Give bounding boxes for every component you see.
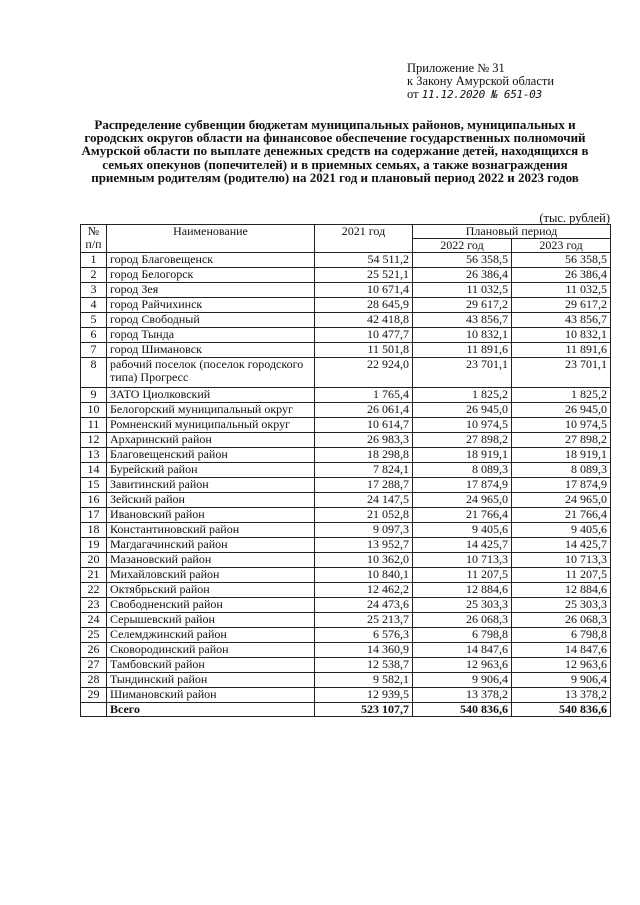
row-2022: 11 891,6 [413,343,512,358]
row-2022: 12 884,6 [413,583,512,598]
table-row [81,673,611,688]
row-2023: 43 856,7 [512,313,611,328]
appendix-block [407,62,554,101]
table-row [81,688,611,703]
appendix-date-prefix: от [407,87,419,101]
row-2022: 11 207,5 [413,568,512,583]
row-2022: 23 701,1 [413,358,512,388]
row-2021: 10 362,0 [315,553,413,568]
row-num: 12 [81,433,107,448]
row-2023: 23 701,1 [512,358,611,388]
row-2023: 11 207,5 [512,568,611,583]
row-name: город Тында [107,328,315,343]
row-name: Белогорский муниципальный округ [107,403,315,418]
row-num: 24 [81,613,107,628]
row-name: Магдагачинский район [107,538,315,553]
table-row [81,268,611,283]
header-2023: 2023 год [512,239,611,253]
table-row [81,523,611,538]
table-row [81,553,611,568]
row-2023: 14 847,6 [512,643,611,658]
header-2022: 2022 год [413,239,512,253]
row-2022: 17 874,9 [413,478,512,493]
row-2022: 14 425,7 [413,538,512,553]
row-2021: 17 288,7 [315,478,413,493]
row-2023: 56 358,5 [512,253,611,268]
row-name: Мазановский район [107,553,315,568]
row-name: Тындинский район [107,673,315,688]
row-num: 1 [81,253,107,268]
row-2022: 9 405,6 [413,523,512,538]
row-2022: 27 898,2 [413,433,512,448]
row-2022: 8 089,3 [413,463,512,478]
row-2021: 25 213,7 [315,613,413,628]
row-2022: 26 386,4 [413,268,512,283]
row-2021: 7 824,1 [315,463,413,478]
row-2022: 1 825,2 [413,388,512,403]
total-label: Всего [107,703,315,717]
table-body [81,253,611,703]
row-2021: 9 582,1 [315,673,413,688]
document-title: Распределение субвенции бюджетам муниципальных районов, муниципальных и городских округов области на финансовое обеспечение государственных полномочий Амурской области по выплате денежных средств на содержание детей, находящихся в семьях опекунов (попечителей) и в приемных семьях, а также вознаграждения приемным родителям (родителю) на 2021 год и плановый период 2022 и 2023 годов [81,117,589,185]
row-2021: 26 983,3 [315,433,413,448]
row-num: 7 [81,343,107,358]
row-name: Зейский район [107,493,315,508]
row-2022: 18 919,1 [413,448,512,463]
row-name: Тамбовский район [107,658,315,673]
row-2023: 11 891,6 [512,343,611,358]
row-num: 22 [81,583,107,598]
row-name: Архаринский район [107,433,315,448]
row-2022: 6 798,8 [413,628,512,643]
row-2022: 10 832,1 [413,328,512,343]
row-2021: 22 924,0 [315,358,413,388]
total-row [81,703,611,717]
row-2021: 10 477,7 [315,328,413,343]
row-2022: 10 974,5 [413,418,512,433]
row-2023: 18 919,1 [512,448,611,463]
row-2022: 12 963,6 [413,658,512,673]
table-row [81,538,611,553]
row-name: рабочий поселок (поселок городского типа) Прогресс [107,358,315,388]
row-2023: 12 963,6 [512,658,611,673]
row-num: 17 [81,508,107,523]
row-2021: 9 097,3 [315,523,413,538]
row-2023: 1 825,2 [512,388,611,403]
row-2023: 8 089,3 [512,463,611,478]
header-num: № п/п [81,225,107,253]
table-row [81,403,611,418]
header-2021: 2021 год [315,225,413,253]
row-2023: 17 874,9 [512,478,611,493]
row-2022: 11 032,5 [413,283,512,298]
table-row [81,598,611,613]
row-2021: 10 614,7 [315,418,413,433]
table-row [81,343,611,358]
table-row [81,583,611,598]
row-num: 28 [81,673,107,688]
row-num: 25 [81,628,107,643]
row-num: 13 [81,448,107,463]
row-2021: 13 952,7 [315,538,413,553]
row-name: Ромненский муниципальный округ [107,418,315,433]
row-2023: 10 832,1 [512,328,611,343]
row-name: Ивановский район [107,508,315,523]
row-num: 6 [81,328,107,343]
table-row [81,658,611,673]
row-name: Свободненский район [107,598,315,613]
row-name: город Райчихинск [107,298,315,313]
row-2021: 26 061,4 [315,403,413,418]
row-num: 11 [81,418,107,433]
row-2023: 27 898,2 [512,433,611,448]
row-2021: 18 298,8 [315,448,413,463]
total-2022: 540 836,6 [413,703,512,717]
row-2023: 26 945,0 [512,403,611,418]
row-2022: 29 617,2 [413,298,512,313]
row-2021: 1 765,4 [315,388,413,403]
row-num: 8 [81,358,107,388]
table-row [81,478,611,493]
row-2022: 21 766,4 [413,508,512,523]
row-num: 16 [81,493,107,508]
row-name: Октябрьский район [107,583,315,598]
row-name: ЗАТО Циолковский [107,388,315,403]
row-2023: 24 965,0 [512,493,611,508]
row-num: 29 [81,688,107,703]
row-2022: 26 945,0 [413,403,512,418]
row-2021: 25 521,1 [315,268,413,283]
table-row [81,568,611,583]
row-2022: 13 378,2 [413,688,512,703]
row-num: 21 [81,568,107,583]
row-2023: 9 405,6 [512,523,611,538]
row-2022: 9 906,4 [413,673,512,688]
row-2021: 21 052,8 [315,508,413,523]
total-2023: 540 836,6 [512,703,611,717]
row-name: Завитинский район [107,478,315,493]
row-2023: 11 032,5 [512,283,611,298]
table-row [81,433,611,448]
table-row [81,463,611,478]
row-name: город Белогорск [107,268,315,283]
row-2021: 28 645,9 [315,298,413,313]
row-name: город Шимановск [107,343,315,358]
row-2023: 29 617,2 [512,298,611,313]
row-2022: 14 847,6 [413,643,512,658]
row-2022: 10 713,3 [413,553,512,568]
table-row [81,613,611,628]
appendix-law: к Закону Амурской области [407,74,555,88]
row-2021: 11 501,8 [315,343,413,358]
row-2021: 42 418,8 [315,313,413,328]
table-row [81,448,611,463]
distribution-table [80,224,611,717]
row-name: город Зея [107,283,315,298]
total-num-cell [81,703,107,717]
row-2021: 10 671,4 [315,283,413,298]
row-2023: 14 425,7 [512,538,611,553]
row-2022: 25 303,3 [413,598,512,613]
row-2023: 26 068,3 [512,613,611,628]
row-num: 5 [81,313,107,328]
row-2023: 25 303,3 [512,598,611,613]
row-name: город Свободный [107,313,315,328]
table-row [81,493,611,508]
header-name: Наименование [107,225,315,253]
row-name: Михайловский район [107,568,315,583]
row-name: Сковородинский район [107,643,315,658]
row-2021: 54 511,2 [315,253,413,268]
header-planned: Плановый период [413,225,611,239]
row-2023: 10 974,5 [512,418,611,433]
row-2023: 12 884,6 [512,583,611,598]
row-2022: 24 965,0 [413,493,512,508]
row-num: 18 [81,523,107,538]
row-2023: 21 766,4 [512,508,611,523]
table-row [81,358,611,388]
row-name: Селемджинский район [107,628,315,643]
row-2022: 56 358,5 [413,253,512,268]
row-num: 14 [81,463,107,478]
appendix-title: Приложение № 31 [407,61,505,75]
table-row [81,253,611,268]
table-row [81,328,611,343]
row-num: 3 [81,283,107,298]
table-row [81,643,611,658]
appendix-handwritten-date: 11.12.2020 № 651-03 [421,88,542,101]
row-2021: 12 462,2 [315,583,413,598]
row-name: Благовещенский район [107,448,315,463]
row-name: город Благовещенск [107,253,315,268]
row-2021: 12 939,5 [315,688,413,703]
total-2021: 523 107,7 [315,703,413,717]
unit-label: (тыс. рублей) [539,211,610,225]
table-row [81,418,611,433]
row-2021: 10 840,1 [315,568,413,583]
row-num: 2 [81,268,107,283]
row-name: Шимановский район [107,688,315,703]
row-name: Серышевский район [107,613,315,628]
row-name: Бурейский район [107,463,315,478]
row-num: 15 [81,478,107,493]
row-2021: 24 473,6 [315,598,413,613]
table-row [81,508,611,523]
row-2023: 26 386,4 [512,268,611,283]
row-num: 26 [81,643,107,658]
row-2023: 6 798,8 [512,628,611,643]
table-row [81,298,611,313]
row-num: 19 [81,538,107,553]
row-num: 9 [81,388,107,403]
row-num: 23 [81,598,107,613]
row-2022: 43 856,7 [413,313,512,328]
row-num: 10 [81,403,107,418]
row-2021: 6 576,3 [315,628,413,643]
row-2022: 26 068,3 [413,613,512,628]
row-2021: 12 538,7 [315,658,413,673]
row-2023: 9 906,4 [512,673,611,688]
appendix-date-line [407,88,554,101]
row-2021: 14 360,9 [315,643,413,658]
table-row [81,283,611,298]
row-2021: 24 147,5 [315,493,413,508]
table-row [81,628,611,643]
row-name: Константиновский район [107,523,315,538]
table-row [81,388,611,403]
row-2023: 13 378,2 [512,688,611,703]
row-2023: 10 713,3 [512,553,611,568]
table-row [81,313,611,328]
row-num: 27 [81,658,107,673]
row-num: 4 [81,298,107,313]
row-num: 20 [81,553,107,568]
